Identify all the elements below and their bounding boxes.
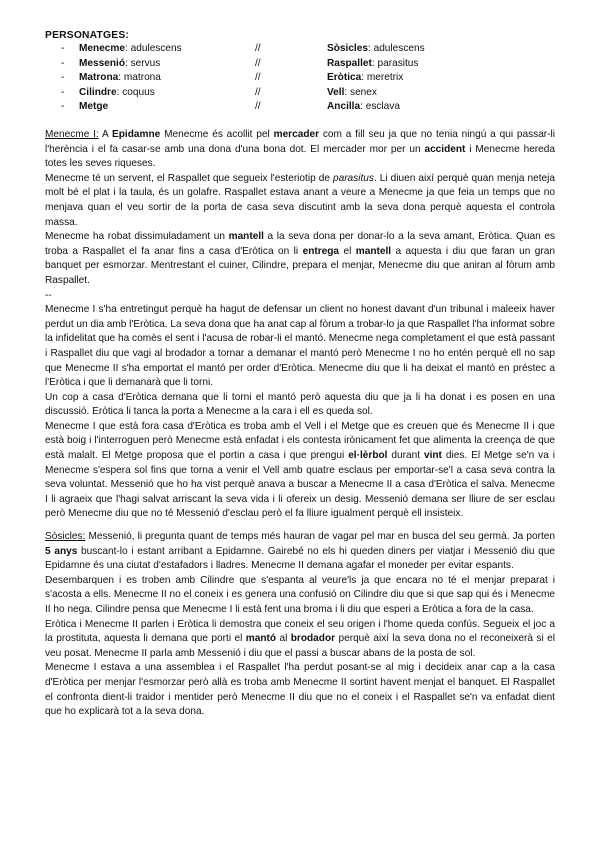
character-name: Vell bbox=[327, 86, 345, 98]
list-dash: - bbox=[61, 101, 65, 112]
list-dash: - bbox=[61, 86, 65, 98]
character-role: esclava bbox=[365, 101, 400, 112]
character-role: servus bbox=[130, 57, 161, 69]
paragraph: Eròtica i Menecme II parlen i Eròtica li demostra que coneix el seu origen i l'home queda confús. Segueix el joc a la prostituta, aquesta li demana que porti el mantó al brodador perquè així la seva dona no el reconeixerà si el veu posat. Menecme II parla amb Messenió i diu que el passi a buscar abans de la posta de sol. bbox=[45, 618, 556, 659]
character-role: meretrix bbox=[366, 72, 404, 83]
paragraph: Menecme I s'ha entretingut perquè ha hagut de defensar un client no honest davant d'un tribunal i maleeix haver perdut un dia amb l'Eròtica. La seva dona que ha anat cap al fòrum a trobar-lo ja que Raspallet l'ha informat sobre la infidelitat que ha comès el sent i l'acusa de robar-li el mantó. Menecme nega completament el que està passant i Raspallet diu que vagi al brodador a tornar a demanar el mantó però Menecme I no ho entén perquè ell no sap que Menecme II s'ha emportat el mantó per order d'Eròtica. Menecme diu que li ha deixat el mantó en préstec a l'Eròtica i que li demanarà que li torni. bbox=[45, 304, 555, 389]
separator-mark: -- bbox=[45, 289, 52, 301]
character-row: - Menecme: adulescens // Sòsicles: adulescens bbox=[45, 42, 545, 57]
column-separator: // bbox=[255, 43, 261, 54]
list-dash: - bbox=[61, 43, 65, 54]
column-separator: // bbox=[255, 72, 261, 83]
list-dash: - bbox=[61, 57, 65, 69]
character-role: matrona bbox=[123, 72, 161, 83]
paragraph: Menecme I: A Epidamne Menecme és acollit pel mercader com a fill seu ja que no tenia ningú a qui passar-li l'herència i el fa casar-se amb una dona d'una bona dot. El mercader mor per un accident i Menecme hereda totes les seves riqueses. bbox=[45, 129, 556, 170]
section-label: Menecme I: bbox=[45, 129, 99, 140]
paragraph: Menecme ha robat dissimuladament un mantell a la seva dona per donar-lo a la seva amant, Eròtica. Quan es troba a Raspallet el fa anar fins a casa d'Eròtica on li entrega el mantell a aquesta i diu que faran un gran banquet per esmorzar. Mentrestant el cuiner, Cilindre, prepara el menjar, Menecme diu que aniran al fòrum amb Raspallet. bbox=[45, 231, 556, 286]
character-role: senex bbox=[350, 86, 377, 98]
character-name: Ancilla bbox=[327, 101, 361, 112]
character-role: coquus bbox=[122, 86, 155, 98]
column-separator: // bbox=[255, 57, 261, 69]
paragraph: Menecme té un servent, el Raspallet que segueix l'esteriotip de parasitus. Li diuen així perquè quan menja neteja molt bé el plat i la taula, és un golafre. Raspallet estava anant a veure a Menecme ja que feia un temps que no menjava quan el veu sortir de la porta de casa seva discutint amb la seva dona perquè aquesta el controla massa. bbox=[45, 172, 555, 228]
character-name: Metge bbox=[79, 101, 109, 112]
character-name: Cilindre bbox=[79, 86, 117, 98]
paragraph: Sòsicles: Messenió, li pregunta quant de temps més hauran de vagar pel mar en busca del seu germà. Ja porten 5 anys buscant-lo i estant arribant a Epidamne. Gairebé no els hi queden diners per viatjar i Messenió diu que Epidamne és una ciutat d'estafadors i lladres. Menecme II demana agafar el moneder per evitar espants. bbox=[45, 531, 555, 572]
paragraph: Menecme I estava a una assemblea i el Raspallet l'ha perdut posant-se al mig i decideix anar cap a la casa d'Eròtica per menjar l'esmorzar però allà es troba amb Menecme II sortint havent menjat el banquet. El Raspallet el confronta dient-li traidor i mentider però Menecme II diu que no el coneix i el Raspallet se'n va enfadat dient que ho explicarà tot a la seva dona. bbox=[45, 662, 555, 718]
character-row: - Metge // Ancilla: esclava bbox=[45, 100, 545, 115]
paragraph: Menecme I que està fora casa d'Eròtica es troba amb el Vell i el Metge que es creuen que és Menecme II i que està boig i l'interroguen però Menecme està enfadat i els contesta irònicament fet que alimenta la creença de que està malalt. El Metge proposa que el portin a casa i que prengui el·lèrbol durant vint dies. El Metge se'n va i Menecme s'espera sol fins que torna a venir el Vell amb quatre esclaus per emportar-se'l a casa seva contra la seva voluntat. Messenió que ho ha vist perquè anava a buscar a Menecme II a casa d'Eròtica el salva. Menecme I li agraeix que l'hagi salvat arriscant la seva vida i li ofereix un desig. Messenió demana ser lliure de ser esclau però Menecme diu que no té Messenió d'esclau però el fa lliure igualment perquè ell insisteix. bbox=[45, 420, 556, 520]
character-name: Eròtica bbox=[327, 72, 362, 83]
list-dash: - bbox=[61, 72, 65, 83]
character-name: Matrona bbox=[79, 72, 119, 83]
character-row: - Messenió: servus // Raspallet: parasitus bbox=[45, 57, 545, 72]
character-role: adulescens bbox=[373, 43, 425, 54]
character-row: - Matrona: matrona // Eròtica: meretrix bbox=[45, 71, 545, 86]
section-label: Sòsicles: bbox=[45, 531, 86, 543]
paragraph: Desembarquen i es troben amb Cilindre que s'espanta al veure'ls ja que encara no té el menjar preparat i s'acosta a ells. Menecme II no el coneix i es genera una confusió on Cilindre diu que si que sap qui és i Menecme II ho nega. Cilindre pensa que Menecme I li està fent una broma i li diu que esperi a Eròtica a fora de la casa. bbox=[45, 574, 555, 615]
character-row: - Cilindre: coquus // Vell: senex bbox=[45, 86, 545, 101]
character-list bbox=[45, 42, 545, 115]
characters-heading: PERSONATGES: bbox=[45, 30, 130, 41]
character-name: Menecme bbox=[79, 43, 126, 54]
column-separator: // bbox=[255, 86, 261, 98]
character-role: adulescens bbox=[130, 43, 182, 54]
paragraph: Un cop a casa d'Eròtica demana que li torni el mantó però aquesta diu que ja li ha donat i es posen en una discussió. Eròtica li tanca la porta a Menecme a la cara i ell es queda sol. bbox=[45, 391, 555, 418]
character-name: Sòsicles bbox=[327, 43, 368, 54]
summary-body bbox=[45, 128, 555, 720]
character-name: Raspallet bbox=[327, 57, 372, 69]
character-role: parasitus bbox=[377, 57, 419, 69]
column-separator: // bbox=[255, 101, 261, 112]
character-name: Messenió bbox=[79, 57, 125, 69]
